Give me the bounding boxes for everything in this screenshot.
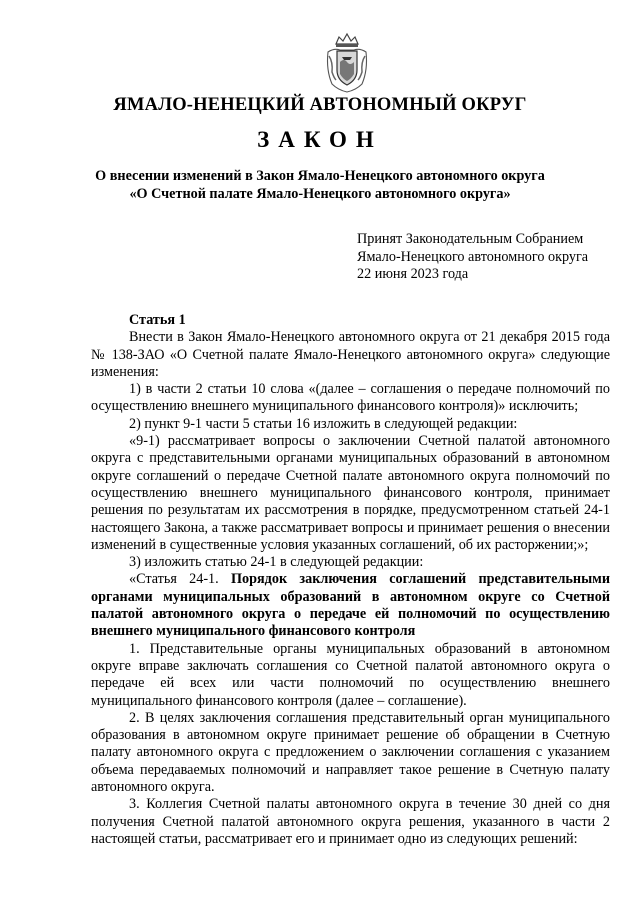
amendment-item-2: 2) пункт 9-1 части 5 статьи 16 изложить в следующей редакции: [129, 415, 518, 432]
adoption-block [357, 231, 627, 284]
amendment-item-1: 1) в части 2 статьи 10 слова «(далее – соглашения о передаче полномочий по осуществлению внешнего муниципального финансового контроля)» исключить; [91, 381, 610, 415]
adoption-line-2: Ямало-Ненецкого автономного округа [357, 248, 589, 265]
region-name: ЯМАЛО-НЕНЕЦКИЙ АВТОНОМНЫЙ ОКРУГ [113, 95, 527, 115]
article-heading: Статья 1 [129, 312, 186, 328]
amendment-item-3: 3) изложить статью 24-1 в следующей редакции: [129, 554, 424, 571]
document-title [60, 168, 580, 203]
new-article-prefix: «Статья 24-1. [129, 571, 219, 588]
title-line-2: «О Счетной палате Ямало-Ненецкого автономного округа» [129, 185, 511, 202]
new-article-part-2: 2. В целях заключения соглашения представительный орган муниципального образования в автономном округе принимает решение об обращении в Счетную палату автономного округа с предложением о заключении соглашения с указанием объема передаваемых полномочий и направляет такое решение в Счетную палату автономного округа. [91, 709, 610, 796]
new-article-part-1: 1. Представительные органы муниципальных образований в автономном округе вправе заключать соглашения со Счетной палатой автономного округа о передаче ей всех или части полномочий по осуществлению внешнего муниципального финансового контроля (далее – соглашение). [91, 640, 610, 709]
new-article-title: Порядок заключения соглашений представительными органами муниципальных образований в автономном округе со Счетной палатой автономного округа о передаче ей полномочий по осуществлению внешнего муниципального финансового контроля [91, 571, 611, 640]
article-intro: Внести в Закон Ямало-Ненецкого автономного округа от 21 декабря 2015 года № 138-ЗАО «О Счетной палате Ямало-Ненецкого автономного округа» следующие изменения: [91, 329, 610, 380]
adoption-line-1: Принят Законодательным Собранием [357, 231, 584, 247]
amendment-quote: «9-1) рассматривает вопросы о заключении Счетной палатой автономного округа с представительными органами муниципальных образований в автономном округе соглашений о передаче Счетной палате автономного округа полномочий по осуществлению внешнего муниципального финансового контроля, принимает решения по результатам их рассмотрения в порядке, предусмотренном статьей 24-1 настоящего Закона, а также рассматривает вопросы и принимает решения о внесении изменений в существенные условия указанных соглашений, об их расторжении;»; [91, 433, 610, 553]
document-type: ЗАКОН [257, 127, 383, 152]
title-line-1: О внесении изменений в Закон Ямало-Ненецкого автономного округа [95, 168, 545, 184]
coat-of-arms-icon [324, 32, 370, 94]
new-article-header [91, 571, 610, 640]
article-body [91, 312, 610, 848]
adoption-date: 22 июня 2023 года [357, 266, 469, 282]
new-article-part-3: 3. Коллегия Счетной палаты автономного округа в течение 30 дней со дня получения Счетной палатой автономного округа решения, указанного в части 2 настоящей статьи, рассматривает его и принимает одно из следующих решений: [91, 796, 610, 847]
